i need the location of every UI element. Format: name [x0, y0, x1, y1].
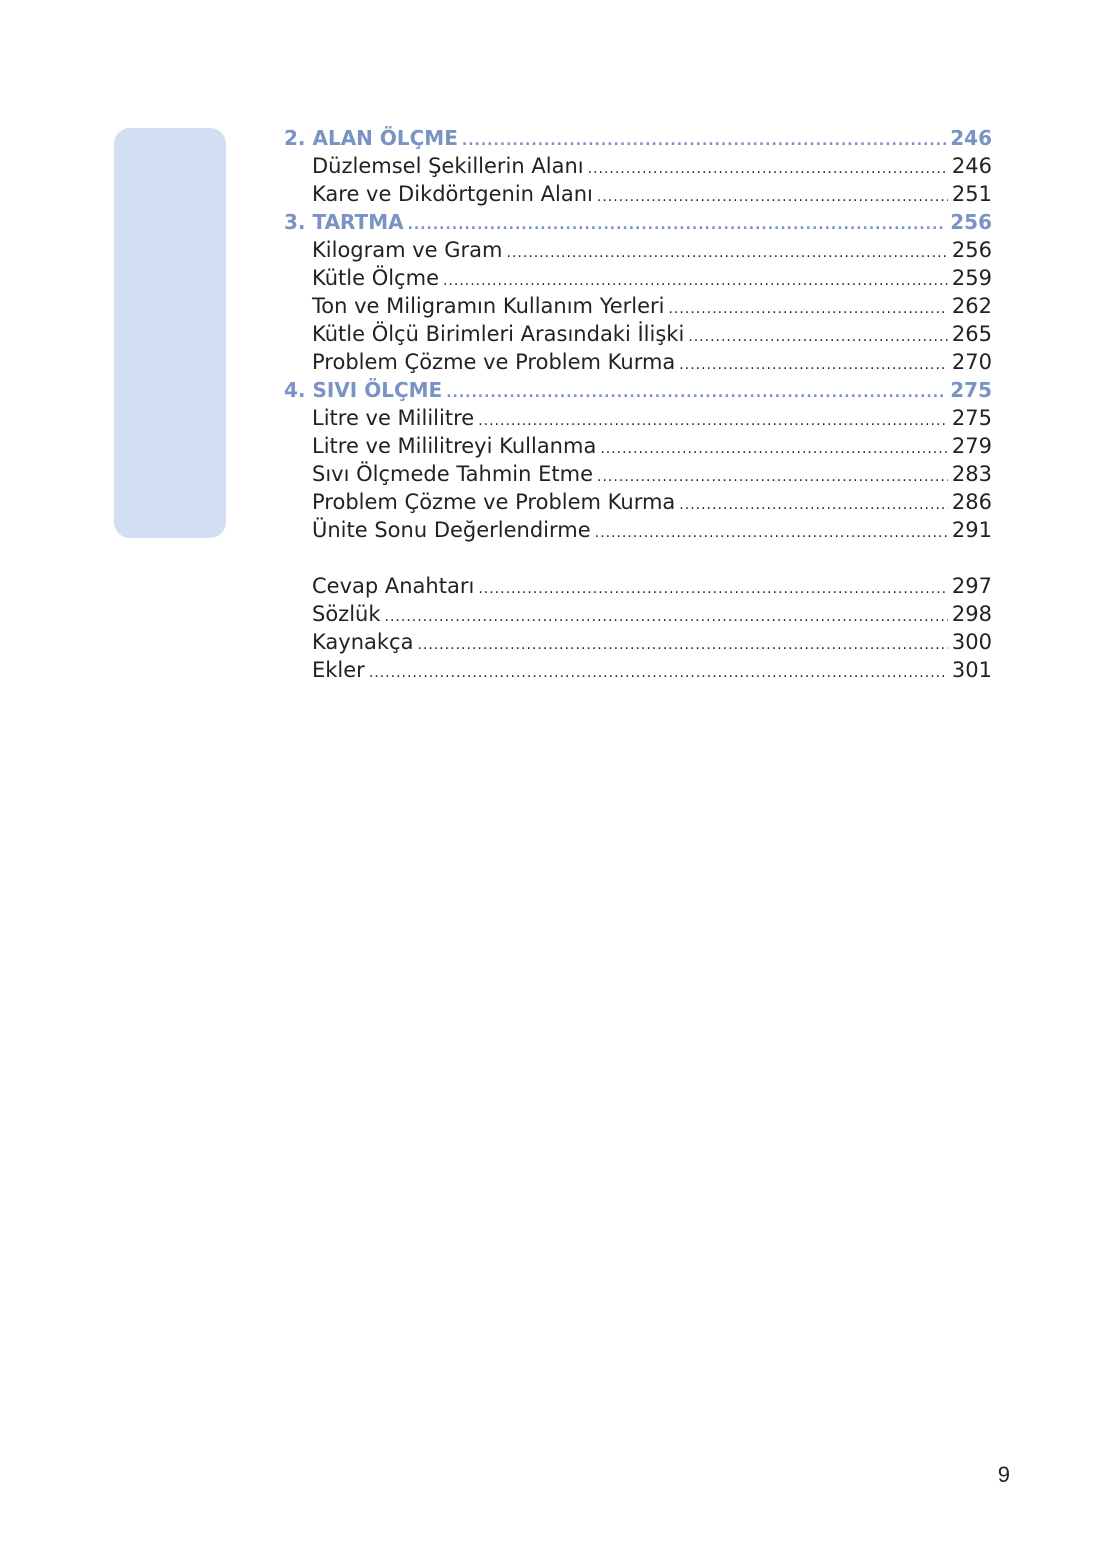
toc-leader-dots [595, 519, 948, 544]
toc-leader-dots [600, 435, 948, 460]
toc-entry[interactable] [284, 460, 992, 488]
toc-leader-dots [679, 491, 948, 516]
toc-entry-title: Sözlük [312, 602, 381, 626]
toc-entry-page: 279 [951, 434, 992, 458]
toc-entry[interactable] [284, 404, 992, 432]
toc-leader-dots [588, 155, 948, 180]
toc-entry-title: Kütle Ölçü Birimleri Arasındaki İlişki [312, 322, 685, 346]
toc-leader-dots [408, 211, 947, 236]
toc-entry-title: Kare ve Dikdörtgenin Alanı [312, 182, 593, 206]
toc-leader-dots [369, 659, 948, 684]
toc-entry-page: 270 [951, 350, 992, 374]
toc-entry[interactable] [284, 488, 992, 516]
toc-leader-dots [478, 407, 948, 432]
toc-leader-dots [597, 463, 948, 488]
toc-leader-dots [688, 323, 948, 348]
toc-entry-page: 275 [951, 406, 992, 430]
toc-entry-title: Kaynakça [312, 630, 414, 654]
toc-entry-page: 286 [951, 490, 992, 514]
toc-entry-page: 256 [950, 210, 992, 234]
toc-entry[interactable] [284, 516, 992, 544]
toc-entry[interactable] [284, 628, 992, 656]
toc-entry-title: Litre ve Mililitreyi Kullanma [312, 434, 597, 458]
toc-leader-dots [679, 351, 948, 376]
toc-entry-page: 297 [951, 574, 992, 598]
toc-entry-title: 3. TARTMA [284, 210, 404, 234]
toc-entry-title: Problem Çözme ve Problem Kurma [312, 350, 676, 374]
toc-entry-page: 265 [951, 322, 992, 346]
toc-entry-title: Ton ve Miligramın Kullanım Yerleri [312, 294, 665, 318]
toc-entry[interactable] [284, 152, 992, 180]
toc-entry-page: 291 [951, 518, 992, 542]
toc-leader-dots [478, 575, 948, 600]
toc-entry[interactable] [284, 264, 992, 292]
toc-entry-title: Kütle Ölçme [312, 266, 439, 290]
toc-entry-page: 246 [951, 154, 992, 178]
toc-entry[interactable] [284, 656, 992, 684]
toc-leader-dots [669, 295, 948, 320]
toc-entry[interactable] [284, 600, 992, 628]
toc-entry-page: 275 [950, 378, 992, 402]
page-number: 9 [997, 1462, 1010, 1487]
toc-entry-title: 4. SIVI ÖLÇME [284, 378, 443, 402]
toc-entry-page: 262 [951, 294, 992, 318]
toc-entry-title: Ekler [312, 658, 365, 682]
toc-entry-page: 246 [950, 126, 992, 150]
toc-leader-dots [462, 127, 946, 152]
side-tab-decoration [114, 128, 226, 538]
toc-leader-dots [443, 267, 948, 292]
toc-entry[interactable] [284, 348, 992, 376]
toc-leader-dots [507, 239, 948, 264]
toc-entry-page: 283 [951, 462, 992, 486]
toc-entry-title: Sıvı Ölçmede Tahmin Etme [312, 462, 593, 486]
toc-entry-title: Cevap Anahtarı [312, 574, 475, 598]
toc-entry-page: 259 [951, 266, 992, 290]
toc-leader-dots [446, 379, 946, 404]
toc-leader-dots [417, 631, 947, 656]
toc-section-alan-olcme[interactable] [284, 124, 992, 152]
toc-entry-title: Düzlemsel Şekillerin Alanı [312, 154, 584, 178]
toc-leader-dots [597, 183, 948, 208]
toc-entry-title: 2. ALAN ÖLÇME [284, 126, 458, 150]
toc-entry-title: Litre ve Mililitre [312, 406, 475, 430]
toc-entry-title: Problem Çözme ve Problem Kurma [312, 490, 676, 514]
toc-section-sivi-olcme[interactable] [284, 376, 992, 404]
toc-entry[interactable] [284, 292, 992, 320]
table-of-contents [284, 124, 992, 684]
toc-leader-dots [385, 603, 948, 628]
toc-entry[interactable] [284, 572, 992, 600]
toc-entry-page: 298 [951, 602, 992, 626]
toc-entry-title: Kilogram ve Gram [312, 238, 503, 262]
toc-entry[interactable] [284, 180, 992, 208]
toc-entry[interactable] [284, 236, 992, 264]
toc-entry-page: 300 [951, 630, 992, 654]
toc-entry-page: 256 [951, 238, 992, 262]
toc-section-tartma[interactable] [284, 208, 992, 236]
toc-entry-title: Ünite Sonu Değerlendirme [312, 518, 591, 542]
toc-entry-page: 301 [951, 658, 992, 682]
toc-entry[interactable] [284, 320, 992, 348]
toc-entry-page: 251 [951, 182, 992, 206]
toc-entry[interactable] [284, 432, 992, 460]
